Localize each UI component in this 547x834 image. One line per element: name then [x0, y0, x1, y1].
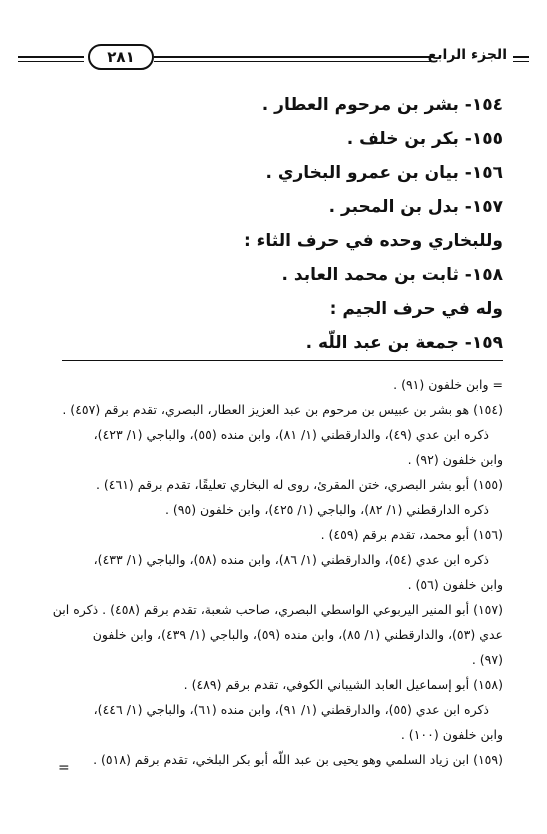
footnote-line: = وابن خلفون (٩١) .	[393, 377, 503, 392]
footnotes	[36, 372, 503, 772]
list-item: ١٥٦- بيان بن عمرو البخاري .	[265, 163, 503, 183]
continuation-mark: =	[58, 760, 70, 776]
list-item: ١٥٨- ثابت بن محمد العابد .	[281, 265, 503, 285]
footnote-line: (١٥٦) أبو محمد، تقدم برقم (٤٥٩) .	[320, 527, 503, 542]
footnote-line: (١٥٥) أبو بشر البصري، ختن المقرئ، روى له البخاري تعليقًا، تقدم برقم (٤٦١) .	[95, 477, 503, 492]
footnote-line: (١٥٨) أبو إسماعيل العابد الشيباني الكوفي، تقدم برقم (٤٨٩) .	[183, 677, 503, 692]
list-item: ١٥٩- جمعة بن عبد اللّه .	[305, 333, 503, 353]
list-item: ١٥٥- بكر بن خلف .	[346, 129, 503, 149]
footnote-line: وابن خلفون (٥٦) .	[407, 577, 503, 592]
footnote-line: ذكره الدارقطني (١/ ٨٢)، والباجي (١/ ٤٢٥)، وابن خلفون (٩٥) .	[164, 502, 489, 517]
page-header	[18, 38, 529, 72]
running-head: الجزء الرابع	[427, 47, 507, 63]
footnote-line: ذكره ابن عدي (٤٩)، والدارقطني (١/ ٨١)، وابن منده (٥٥)، والباجي (١/ ٤٢٣)،	[93, 427, 489, 442]
footnote-separator	[62, 360, 503, 361]
header-rule	[513, 56, 529, 58]
footnote-line: (١٥٧) أبو المنير اليربوعي الواسطي البصري، صاحب شعبة، تقدم برقم (٤٥٨) . ذكره ابن	[52, 602, 503, 617]
footnote-line: وابن خلفون (١٠٠) .	[400, 727, 503, 742]
list-item: ١٥٧- بدل بن المحبر .	[328, 197, 503, 217]
footnote-line: وابن خلفون (٩٢) .	[407, 452, 503, 467]
footnote-line: (١٥٩) ابن زياد السلمي وهو يحيى بن عبد اللّه أبو بكر البلخي، تقدم برقم (٥١٨) .	[93, 752, 503, 767]
narrator-list	[40, 88, 503, 360]
header-rule	[18, 56, 84, 58]
page-number: ٢٨١	[88, 44, 154, 70]
header-rule	[154, 56, 433, 58]
footnote-line: ذكره ابن عدي (٥٥)، والدارقطني (١/ ٩١)، وابن منده (٦١)، والباجي (١/ ٤٤٦)،	[93, 702, 489, 717]
footnote-line: (١٥٤) هو بشر بن عبيس بن مرحوم بن عبد العزيز العطار، البصري، تقدم برقم (٤٥٧) .	[62, 402, 503, 417]
section-heading: وللبخاري وحده في حرف الثاء :	[243, 231, 503, 251]
footnote-line: (٩٧) .	[471, 652, 503, 667]
list-item: ١٥٤- بشر بن مرحوم العطار .	[261, 95, 503, 115]
footnote-line: ذكره ابن عدي (٥٤)، والدارقطني (١/ ٨٦)، وابن منده (٥٨)، والباجي (١/ ٤٣٣)،	[93, 552, 489, 567]
footnote-line: عدي (٥٣)، والدارقطني (١/ ٨٥)، وابن منده (٥٩)، والباجي (١/ ٤٣٩)، وابن خلفون	[92, 627, 503, 642]
section-heading: وله في حرف الجيم :	[329, 299, 503, 319]
